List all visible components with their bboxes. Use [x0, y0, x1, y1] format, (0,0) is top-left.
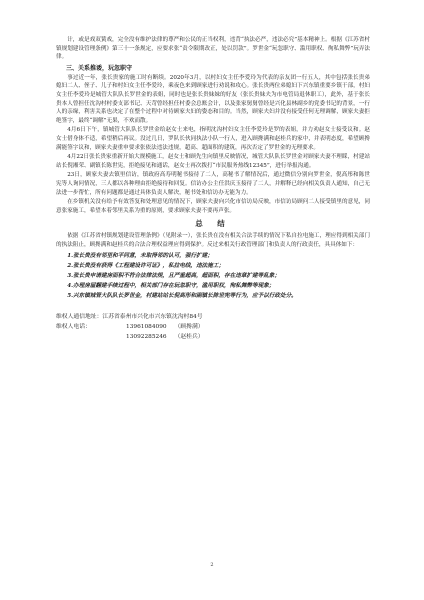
demand-item: 4.办理房屋翻建手续过程中，相关部门存在玩忽职守，滥用职权，徇私舞弊等现象；	[67, 283, 275, 290]
phone-indent-spacer	[56, 333, 126, 343]
phone-owner-1: （顾搀满）	[174, 324, 204, 331]
demand-item: 1.张长贵没有邻里和平同意，未取得邻的认可，强行扩建；	[67, 253, 213, 260]
address-value: 江苏省泰州市兴化市兴东镇沈沟村84号	[102, 314, 203, 321]
demands-list	[56, 251, 370, 301]
intro-paragraph: 计，或是戏双簧戏，完全没有维护法律的尊严和公民的正当权利，违背“执法必严，违法必究”基本精神上。根据《江苏省村镇规划建设管理条例》第三十一条规定，应要求张“责令限期改正，处以罚款”。罗世金“玩忽职守、滥用职权、徇私舞弊”玩弄法律。	[56, 37, 370, 61]
paragraph-5: 在乡镇机关没有给予有效答复和处理意见的情况下，顾家夫妻向兴化市信访局反映，市信访局顾问二人接受镇里的意见，同意张家施工，希望本着邻里关系为重的原则，要求顾家夫妻不要再声张。	[56, 199, 370, 214]
phone-row-2	[56, 333, 370, 343]
summary-paragraph: 依据《江苏省村镇规划建设管理条例》（见附录一），张长贵在没有相关合法手续的情况下私自拉电施工，理应得到相关部门的执法阻止，顾搀满和赵桂兵的合法合理权益理应得到保护。反过来相关行政管理部门和负责人的行政责任，具具体如下：	[56, 233, 370, 248]
demand-item: 2.张长贵没有获得《工程建设许可证》，私拉电线，违法施工；	[67, 263, 225, 270]
demand-item: 5.兴东镇城管大队队长罗世金，村建站站长倪高彤和副镇长陈世宪等行为，应予以行政处分。	[67, 293, 297, 300]
contact-block	[56, 313, 370, 342]
phone-number-2: 13092285246	[126, 333, 167, 340]
section-heading-3: 三、关系推诿，玩忽职守	[66, 64, 133, 72]
paragraph-1: 事过近一年，张长贵家的施工时有断续。2020年3月，以村妇女主任李爱玲为代表的亲友团一行五人，其中包括张长贵弟媳妇二人、侄子、儿子和村妇女主任李爱玲，乘夜色来到顾家进行劝说和攻心。张长贵两位弟媳妇下兴东镇重要乡镇干部，村妇女主任李爱玲是城管大队队长罗世金的表姐，同时也是张长贵妹妹的好友（张长贵妹夫为市电管局退休职工），此外，基于张长贵本人曾担任沈沟村村委支部书记、天苛曾经担任村委会总账会计，以及张家舅舅曾经是兴化县林副乡的党委书记的背景，一行人的亲缘，利害关系也决定了在整个过程中对待顾家夫妇的姿态和目的。当然，顾家夫妇并没有接受任何无理调解，顾家夫妻拒绝签字，最终“调解”无果，不欢而散。	[56, 74, 370, 124]
paragraph-4: 23日，顾家夫妻去镇里信访，镇政府高寿明秘书接待了二人，高秘书了解情况后，通过微信分别向罗世金，倪高彤和陈世宪等人询问情况，三人都以各种理由拒绝接待和回复。信访办公主任洪庆玉接待了二人，并解释已经向相关负责人通知，自己无法进一步帮忙，所有问题都是通过具体负责人解决，秘书处和信访办无能为力。	[56, 172, 370, 196]
demand-item: 3.张长贵申请建房面积不符合法律法规，且严重超高，超面积，存在违章扩建等乱象；	[67, 273, 280, 280]
paragraph-3: 4月22日张长贵家重新开始大规模施工，赵女士和顾先生向镇里反映情况，城管大队队长罗世金对顾家夫妻不理睬，村建站站长倪湘荣、副镇长陈世宪，拒绝接见和通话，赵女士再次拨打“市民服务热线12345”，进行举报沟通。	[56, 154, 370, 169]
phone-row-1	[56, 323, 370, 333]
page-number: 2	[210, 562, 214, 568]
address-label: 维权人通信地址：	[56, 314, 103, 321]
phone-owner-2: （赵桂兵）	[174, 333, 204, 340]
phone-number-1: 13961084090	[126, 324, 167, 331]
summary-title: 总 结	[195, 219, 231, 229]
address-row	[56, 313, 370, 323]
paragraph-2: 4月6日下午，镇城管大队队长罗世金给赵女士来电，指明沈沟村妇女主任李爱玲是罗的表姐，并力劝赵女士接受议和。赵女士借身体不适，希望稍后再议。没过几日，罗队长伙同执法小队一行人，进入顾搀满和赵桂兵的家中，并表明态度，希望顾搀满能签字议和，顾家夫妻重申要求张依法违法违规，超高、超面积的建筑，再次否定了罗世金的无理要求。	[56, 127, 370, 151]
phone-label: 维权人电话：	[56, 324, 91, 331]
